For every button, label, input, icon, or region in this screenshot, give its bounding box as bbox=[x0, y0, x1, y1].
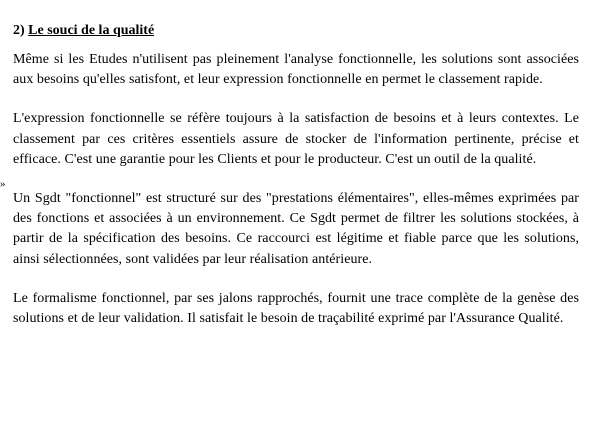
document-page bbox=[13, 22, 579, 329]
paragraph-4: Le formalisme fonctionnel, par ses jalons rapprochés, fournit une trace complète de la genèse des solutions et de leur validation. Il satisfait le besoin de traçabilité exprimé par l'Assurance Qualité. bbox=[13, 290, 579, 327]
paragraph-1: Même si les Etudes n'utilisent pas pleinement l'analyse fonctionnelle, les solutions sont associées aux besoins qu'elles satisfont, et leur expression fonctionnelle en permet le classement rapide. bbox=[13, 52, 579, 88]
section-number: 2) bbox=[13, 23, 25, 38]
paragraph-3: Un Sgdt "fonctionnel" est structuré sur des "prestations élémentaires", elles-mêmes exprimées par des fonctions et associées à un environnement. Ce Sgdt permet de filtrer les solutions stockées, à partir de la spécification des besoins. Ce raccourci est légitime et fiable parce que les solutions, ainsi sélectionnées, sont validées par leur réalisation antérieure. bbox=[13, 191, 579, 267]
section-heading bbox=[13, 22, 579, 40]
paragraph-2: L'expression fonctionnelle se réfère toujours à la satisfaction de besoins et à leurs contextes. Le classement par ces critères essentiels assure de stocker de l'information pertinente, précise et efficace. C'est une garantie pour les Clients et pour le producteur. C'est un outil de la qualité. bbox=[13, 111, 579, 167]
margin-change-mark: » bbox=[0, 178, 6, 190]
section-title: Le souci de la qualité bbox=[28, 23, 155, 38]
